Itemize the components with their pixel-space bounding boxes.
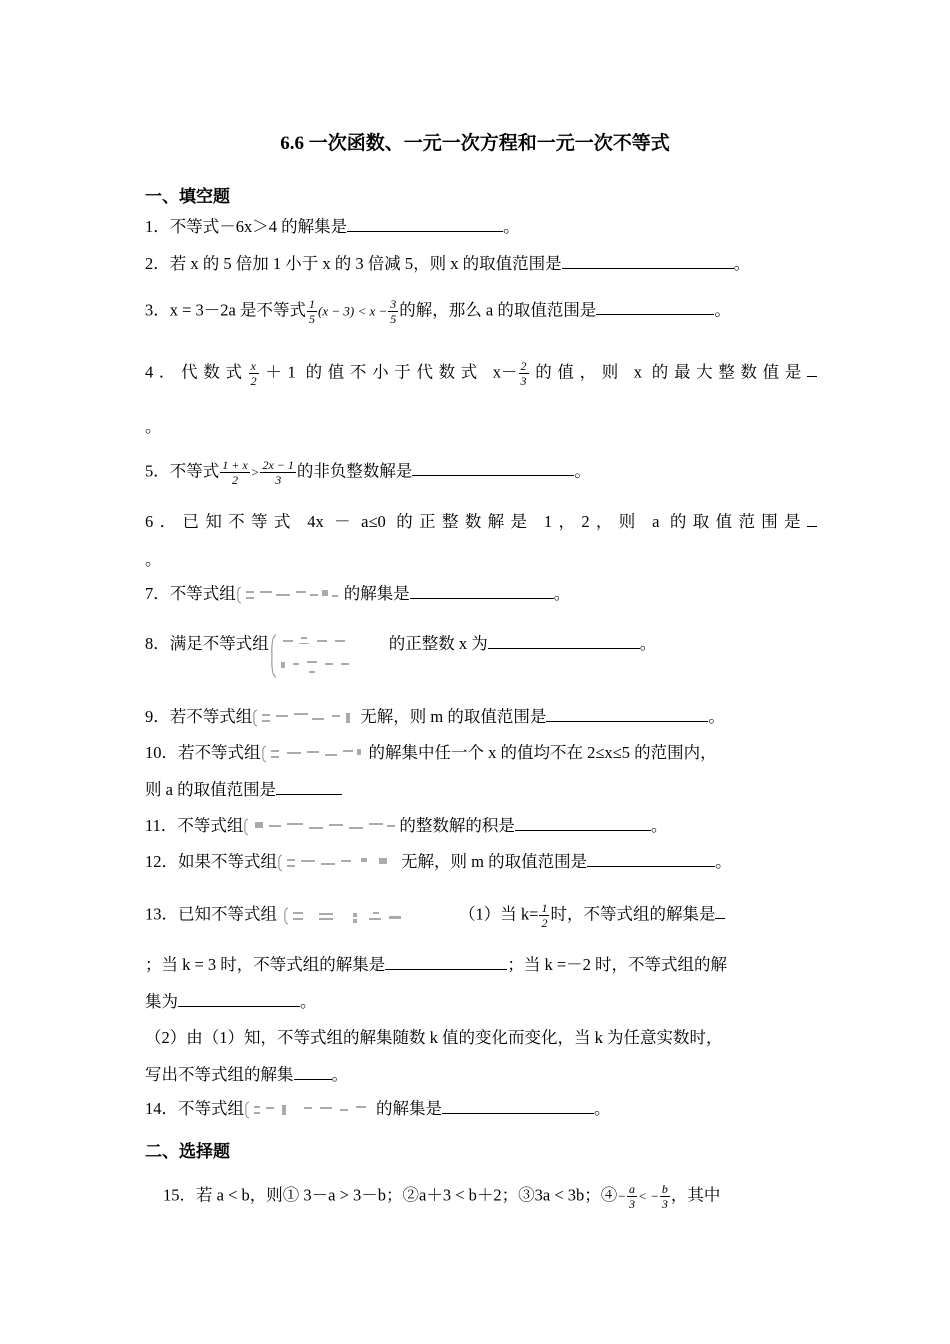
answer-blank[interactable] xyxy=(488,633,640,649)
question-13-line-5: 写出不等式组的解集 。 xyxy=(145,1065,348,1084)
answer-blank[interactable] xyxy=(715,903,725,919)
question-number: 9． xyxy=(145,707,170,726)
question-number: 3． xyxy=(145,300,170,320)
answer-blank[interactable] xyxy=(276,779,342,795)
question-14: 14．不等式组 的解集是 。 xyxy=(145,1099,611,1118)
answer-blank[interactable] xyxy=(178,991,300,1007)
inequality-system-graphic xyxy=(252,709,360,727)
question-15: 15．若 a < b，则① 3－a > 3－b；②a＋3 < b＋2；③3a < 3b；④− $\frac{a}{3}$ < − $\frac{b}{3}$ ，其中 xyxy=(163,1182,721,1211)
page-title: 6.6 一次函数、一元一次方程和一元一次不等式 xyxy=(280,133,670,154)
question-number: 7． xyxy=(145,584,170,603)
math-expression: (x − 3) < x − xyxy=(318,303,388,319)
fraction: $\frac{a}{3}$ xyxy=(629,1182,636,1211)
answer-blank[interactable] xyxy=(807,361,817,377)
fraction: $\frac{1}{2}$ xyxy=(541,901,548,930)
question-6-end: 。 xyxy=(145,550,162,569)
answer-blank[interactable] xyxy=(562,253,734,269)
question-13-line-4: （2）由（1）知，不等式组的解集随数 k 值的变化而变化，当 k 为任意实数时， xyxy=(145,1028,723,1047)
inequality-system-graphic xyxy=(243,818,399,836)
question-3: 3．x = 3－2a 是不等式 $\frac{1}{5}$ (x − 3) < x − $\frac{3}{5}$ 的解，那么 a 的取值范围是 。 xyxy=(145,297,731,326)
fraction: $\frac{b}{3}$ xyxy=(661,1182,668,1211)
section-heading-fill-in: 一、填空题 xyxy=(145,187,230,206)
answer-blank[interactable] xyxy=(442,1098,594,1114)
question-13: 13．已知不等式组 （1）当 k= $\frac{1}{2}$ 时，不等式组的解集是 xyxy=(145,901,817,930)
question-11: 11．不等式组 的整数解的积是 。 xyxy=(145,816,668,835)
question-12: 12．如果不等式组 无解，则 m 的取值范围是 。 xyxy=(145,852,732,871)
question-10-line-2: 则 a 的取值范围是 xyxy=(145,779,817,801)
question-2: 2．若 x 的 5 倍加 1 小于 x 的 3 倍减 5，则 x 的取值范围是 。 xyxy=(145,254,751,273)
answer-blank[interactable] xyxy=(807,511,817,527)
inequality-system-graphic xyxy=(277,854,401,872)
question-number: 2． xyxy=(145,254,170,273)
answer-blank[interactable] xyxy=(515,815,651,831)
question-number: 14． xyxy=(145,1099,178,1118)
question-number: 11． xyxy=(145,816,178,835)
question-7: 7．不等式组 的解集是 。 xyxy=(145,584,571,603)
question-number: 5． xyxy=(145,461,170,481)
fraction: $\frac{2}{3}$ xyxy=(520,359,527,388)
answer-blank[interactable] xyxy=(412,460,574,476)
answer-blank[interactable] xyxy=(347,216,503,232)
fraction: $\frac{2x - 1}{3}$ xyxy=(262,458,294,487)
inequality-system-graphic xyxy=(269,633,389,679)
question-text: 不等式－6x＞4 的解集是 xyxy=(169,217,348,236)
question-13-line-2: ；当 k = 3 时，不等式组的解集是 ；当 k =－2 时，不等式组的解 xyxy=(145,955,727,974)
question-5: 5．不等式 $\frac{1 + x}{2}$ > $\frac{2x - 1}{3}$ 的非负整数解是 。 xyxy=(145,458,591,487)
question-4: 4．代数式 $\frac{x}{2}$ ＋1 的值不小于代数式 x－ $\frac{2}{3}$ 的值，则 x 的最大整数值是 xyxy=(145,359,817,388)
section-heading-multiple-choice: 二、选择题 xyxy=(145,1142,230,1161)
question-1: 1．不等式－6x＞4 的解集是 。 xyxy=(145,217,520,236)
question-6 xyxy=(145,511,817,533)
question-number: 13． xyxy=(145,904,178,924)
answer-blank[interactable] xyxy=(385,954,507,970)
question-number: 10． xyxy=(145,743,178,762)
fraction: $\frac{1}{5}$ xyxy=(309,297,316,326)
fraction: $\frac{3}{5}$ xyxy=(390,297,397,326)
question-number: 12． xyxy=(145,852,178,871)
question-number: 1． xyxy=(145,217,170,236)
question-10: 10．若不等式组 的解集中任一个 x 的值均不在 2≤x≤5 的范围内， xyxy=(145,743,717,762)
fraction: $\frac{x}{2}$ xyxy=(250,359,257,388)
question-4-end: 。 xyxy=(145,417,162,436)
question-text: 已知不等式 4x － a≤0 的正整数解是 1，2，则 a 的取值范围是 xyxy=(182,512,808,531)
question-number: 6． xyxy=(145,512,183,531)
question-9: 9．若不等式组 无解，则 m 的取值范围是 。 xyxy=(145,707,725,726)
inequality-system-graphic xyxy=(277,907,459,925)
inequality-system-graphic xyxy=(261,745,369,763)
answer-blank[interactable] xyxy=(596,299,714,315)
answer-blank[interactable] xyxy=(546,706,708,722)
question-text: 若 x 的 5 倍加 1 小于 x 的 3 倍减 5，则 x 的取值范围是 xyxy=(169,254,562,273)
question-number: 4． xyxy=(145,362,182,382)
question-number: 15． xyxy=(163,1185,196,1205)
answer-blank[interactable] xyxy=(294,1064,332,1080)
question-number: 8． xyxy=(145,634,170,653)
answer-blank[interactable] xyxy=(410,583,554,599)
fraction: $\frac{1 + x}{2}$ xyxy=(222,458,248,487)
question-13-line-3: 集为 。 xyxy=(145,992,317,1011)
inequality-system-graphic xyxy=(236,586,344,604)
question-text: 若 a < b，则① 3－a > 3－b；②a＋3 < b＋2；③3a < 3b；④ xyxy=(196,1185,618,1205)
question-8: 8．满足不等式组 的正整数 x 为 。 xyxy=(145,633,817,683)
inequality-system-graphic xyxy=(244,1101,376,1119)
answer-blank[interactable] xyxy=(587,851,715,867)
